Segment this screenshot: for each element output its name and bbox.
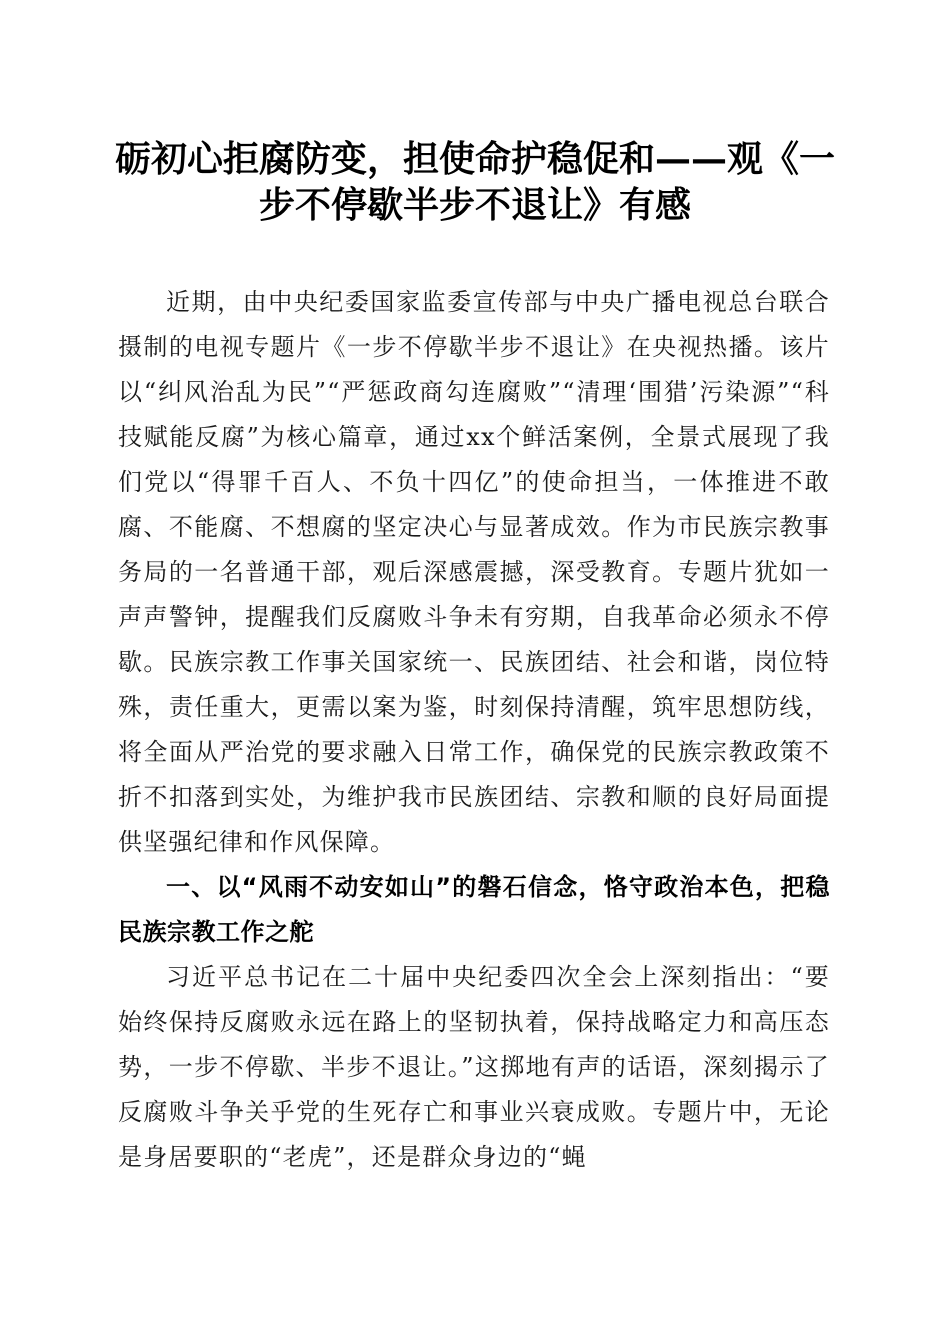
document-title: 砺初心拒腐防变，担使命护稳促和——观《一步不停歇半步不退让》有感 <box>114 138 835 226</box>
intro-paragraph: 近期，由中央纪委国家监委宣传部与中央广播电视总台联合摄制的电视专题片《一步不停歇半步不退让》在央视热播。该片以“纠风治乱为民”“严惩政商勾连腐败”“清理‘围猎’污染源”“科技赋能反腐”为核心篇章，通过xx个鲜活案例，全景式展现了我们党以“得罪千百人、不负十四亿”的使命担当，一体推进不敢腐、不能腐、不想腐的坚定决心与显著成效。作为市民族宗教事务局的一名普通干部，观后深感震撼，深受教育。专题片犹如一声声警钟，提醒我们反腐败斗争未有穷期，自我革命必须永不停歇。民族宗教工作事关国家统一、民族团结、社会和谐，岗位特殊，责任重大，更需以案为鉴，时刻保持清醒，筑牢思想防线，将全面从严治党的要求融入日常工作，确保党的民族宗教政策不折不扣落到实处，为维护我市民族团结、宗教和顺的良好局面提供坚强纪律和作风保障。 <box>118 288 830 856</box>
section-heading-1: 一、以“风雨不动安如山”的磐石信念，恪守政治本色，把稳民族宗教工作之舵 <box>118 873 830 946</box>
document-body <box>118 280 830 1180</box>
section-1-paragraph: 习近平总书记在二十届中央纪委四次全会上深刻指出：“要始终保持反腐败永远在路上的坚韧执着，保持战略定力和高压态势，一步不停歇、半步不退让。”这掷地有声的话语，深刻揭示了反腐败斗争关乎党的生死存亡和事业兴衰成败。专题片中，无论是身居要职的“老虎”，还是群众身边的“蝇 <box>118 963 830 1171</box>
